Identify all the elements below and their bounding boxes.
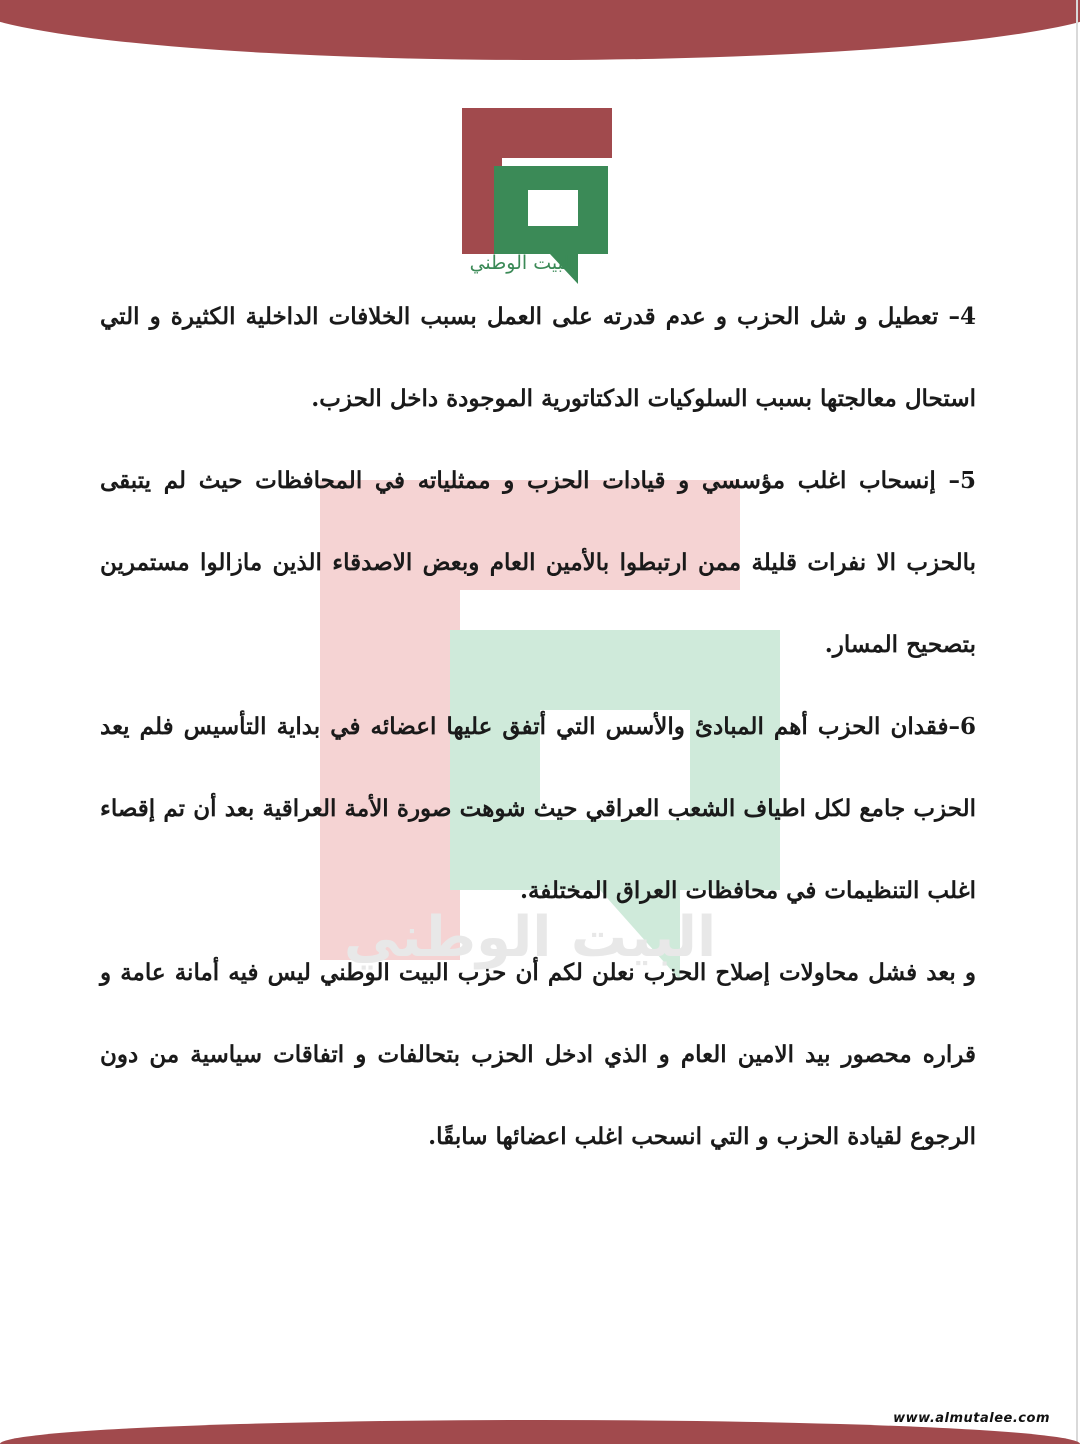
footer-url: www.almutalee.com — [893, 1411, 1050, 1426]
document-body — [100, 276, 976, 1178]
watermark-text: البيت الوطني — [343, 905, 717, 970]
paragraph-item-6: 6–فقدان الحزب أهم المبادئ والأسس التي أتفق عليها اعضائه في بداية التأسيس فلم يعد الحزب جامع لكل اطياف الشعب العراقي حيث شوهت صورة الأمة العراقية بعد أن تم إقصاء اغلب التنظيمات في محافظات العراق المختلفة. — [100, 713, 976, 904]
paragraph-item-4: 4– تعطيل و شل الحزب و عدم قدرته على العمل بسبب الخلافات الداخلية الكثيرة و التي استحال معالجتها بسبب السلوكيات الدكتاتورية الموجودة داخل الحزب. — [100, 303, 976, 412]
paragraph-conclusion: و بعد فشل محاولات إصلاح الحزب نعلن لكم أن حزب البيت الوطني ليس فيه أمانة عامة و قراره محصور بيد الامين العام و الذي ادخل الحزب بتحالفات و اتفاقات سياسية من دون الرجوع لقيادة الحزب و التي انسحب اغلب اعضائها سابقًا. — [100, 959, 976, 1150]
header-band — [0, 0, 1080, 60]
logo-text: البيت الوطني — [469, 252, 575, 274]
paragraph-item-5: 5– إنسحاب اغلب مؤسسي و قيادات الحزب و ممثلياته في المحافظات حيث لم يتبقى بالحزب الا نفرات قليلة ممن ارتبطوا بالأمين العام وبعض الاصدقاء الذين مازالوا مستمرين بتصحيح المسار. — [100, 467, 976, 658]
page-edge-rule — [1076, 0, 1078, 1444]
